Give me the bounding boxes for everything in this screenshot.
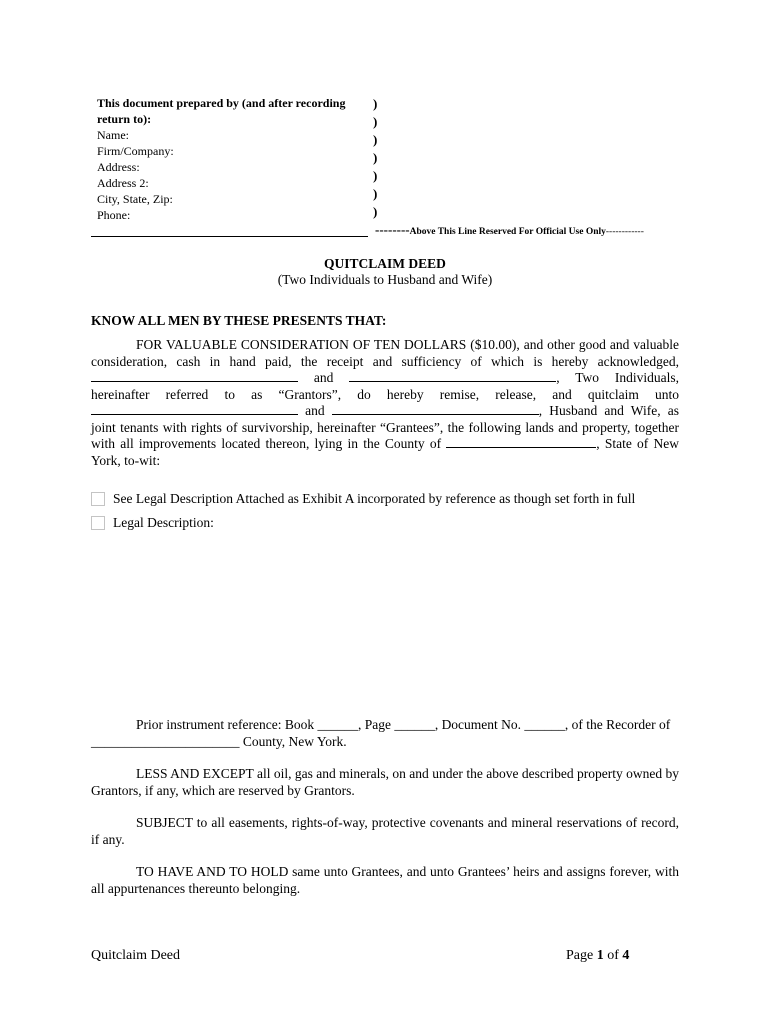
prepared-by-divider	[91, 236, 368, 237]
bracket: )	[373, 168, 378, 183]
name-field-label: Name:	[97, 128, 129, 142]
grantee1-blank[interactable]	[91, 403, 298, 415]
consideration-text: FOR VALUABLE CONSIDERATION OF TEN DOLLARS ($10.00), and other good and valuable consideration, cash in hand paid, the receipt and sufficiency of which is hereby acknowledged,	[91, 337, 679, 369]
conveyance-paragraph	[91, 337, 679, 469]
reserved-dashes-left: --------	[375, 222, 410, 237]
habendum-paragraph: TO HAVE AND TO HOLD same unto Grantees, and unto Grantees’ heirs and assigns forever, with all appurtenances thereunto belonging.	[91, 864, 679, 896]
prepared-by-block	[97, 95, 367, 223]
page-of: of	[607, 948, 619, 963]
and-text: and	[305, 403, 325, 418]
grantors-text: , Two Individuals, hereinafter referred to as “Grantors”, do hereby remise, release, and quitclaim unto	[91, 370, 679, 402]
address-field-label: Address:	[97, 160, 140, 174]
exhibit-a-label: See Legal Description Attached as Exhibit A incorporated by reference as though set forth in full	[113, 491, 636, 506]
prepared-by-heading-cont: return to):	[97, 112, 152, 126]
address2-field-label: Address 2:	[97, 176, 149, 190]
prior-instrument-paragraph	[91, 717, 679, 750]
document-title: QUITCLAIM DEED	[324, 256, 446, 271]
reserved-text: Above This Line Reserved For Official Use Only	[409, 227, 606, 237]
know-all-men-heading: KNOW ALL MEN BY THESE PRESENTS THAT:	[91, 313, 387, 328]
prior-instrument-line1: Prior instrument reference: Book ______, Page ______, Document No. ______, of the Recorder of	[136, 717, 671, 732]
grantees-text: , Husband and Wife, as joint tenants with rights of survivorship, hereinafter “Grantees”, the following lands and property, together with all improvements located thereon, lying in the County of	[91, 403, 680, 451]
bracket: )	[373, 114, 378, 129]
city-state-zip-field-label: City, State, Zip:	[97, 192, 173, 206]
prepared-by-heading: This document prepared by (and after recording	[97, 96, 346, 110]
county-blank[interactable]	[446, 436, 596, 448]
page-label: Page	[566, 948, 594, 963]
bracket: )	[373, 96, 378, 111]
exhibit-a-option[interactable]	[91, 491, 635, 507]
grantor2-blank[interactable]	[349, 370, 556, 382]
document-subtitle: (Two Individuals to Husband and Wife)	[277, 272, 493, 287]
legal-description-option[interactable]	[91, 515, 214, 531]
bracket: )	[373, 150, 378, 165]
reserved-line	[375, 222, 644, 238]
firm-field-label: Firm/Company:	[97, 144, 174, 158]
page-number	[566, 948, 629, 964]
prior-instrument-line2: ______________________ County, New York.	[91, 733, 347, 749]
grantee2-blank[interactable]	[332, 403, 539, 415]
bracket: )	[373, 204, 378, 219]
legal-description-label: Legal Description:	[113, 515, 214, 530]
less-and-except-paragraph: LESS AND EXCEPT all oil, gas and minerals, on and under the above described property owned by Grantors, if any, which are reserved by Grantors.	[91, 766, 679, 798]
reserved-dashes-right: ------------	[605, 227, 644, 237]
exhibit-a-checkbox[interactable]	[91, 492, 105, 506]
footer-document-name: Quitclaim Deed	[91, 948, 181, 963]
grantor1-blank[interactable]	[91, 370, 298, 382]
state-text: , State of New York, to-wit:	[91, 436, 679, 468]
bracket-column	[373, 95, 377, 221]
subject-paragraph: SUBJECT to all easements, rights-of-way, protective covenants and mineral reservations of record, if any.	[91, 815, 679, 847]
and-text: and	[313, 370, 334, 385]
page-current: 1	[596, 948, 604, 963]
bracket: )	[373, 132, 378, 147]
legal-description-checkbox[interactable]	[91, 516, 105, 530]
phone-field-label: Phone:	[97, 208, 131, 222]
page-total: 4	[622, 948, 630, 963]
bracket: )	[373, 186, 378, 201]
